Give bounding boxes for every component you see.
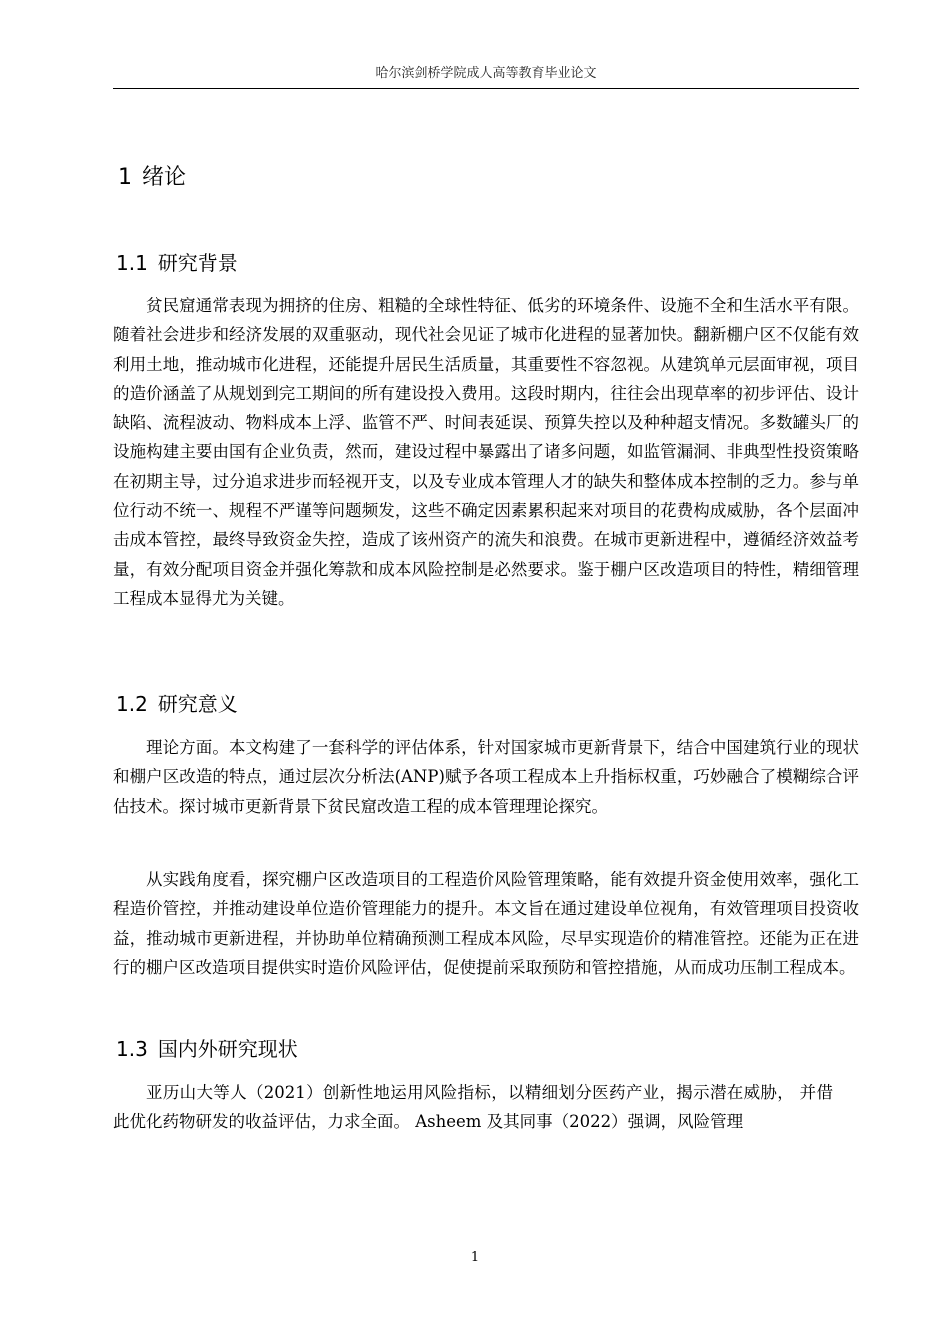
section-number: 1.3 xyxy=(116,1037,148,1061)
section-number: 1.1 xyxy=(116,251,148,275)
paragraph-research-status: 亚历山大等人（2021）创新性地运用风险指标，以精细划分医药产业，揭示潜在威胁， 并借此优化药物研发的收益评估，力求全面。 Asheem 及其同事（2022）强调，风险管理 xyxy=(113,1083,833,1132)
paragraph-practice-significance: 从实践角度看，探究棚户区改造项目的工程造价风险管理策略，能有效提升资金使用效率，强化工程造价管控，并推动建设单位造价管理能力的提升。本文旨在通过建设单位视角，有效管理项目投资收益，推动城市更新进程，并协助单位精确预测工程成本风险，尽早实现造价的精准管控。还能为正在进行的棚户区改造项目提供实时造价风险评估，促使提前采取预防和管控措施，从而成功压制工程成本。 xyxy=(113,870,859,977)
paragraph-research-background: 贫民窟通常表现为拥挤的住房、粗糙的全球性特征、低劣的环境条件、设施不全和生活水平有限。随着社会进步和经济发展的双重驱动，现代社会见证了城市化进程的显著加快。翻新棚户区不仅能有效利用土地，推动城市化进程，还能提升居民生活质量，其重要性不容忽视。从建筑单元层面审视，项目的造价涵盖了从规划到完工期间的所有建设投入费用。这段时期内，往往会出现草率的初步评估、设计缺陷、流程波动、物料成本上浮、监管不严、时间表延误、预算失控以及种种超支情况。多数罐头厂的设施构建主要由国有企业负责，然而，建设过程中暴露出了诸多问题，如监管漏洞、非典型性投资策略在初期主导，过分追求进步而轻视开支，以及专业成本管理人才的缺失和整体成本控制的乏力。参与单位行动不统一、规程不严谨等问题频发，这些不确定因素累积起来对项目的花费构成威胁，各个层面冲击成本管控，最终导致资金失控，造成了该州资产的流失和浪费。在城市更新进程中，遵循经济效益考量，有效分配项目资金并强化筹款和成本风险控制是必然要求。鉴于棚户区改造项目的特性，精细管理工程成本显得尤为关键。 xyxy=(113,296,859,608)
section-heading-1-1 xyxy=(116,248,238,278)
chapter-number: 1 xyxy=(118,165,132,190)
section-title-text: 国内外研究现状 xyxy=(157,1037,298,1061)
section-number: 1.2 xyxy=(116,692,148,716)
section-heading-1-3 xyxy=(116,1034,298,1064)
page-header xyxy=(113,64,859,89)
section-title-text: 研究背景 xyxy=(157,251,238,275)
chapter-title-text: 绪论 xyxy=(142,165,187,190)
header-title: 哈尔滨剑桥学院成人高等教育毕业论文 xyxy=(375,66,597,81)
page-number: 1 xyxy=(470,1250,480,1265)
chapter-title xyxy=(118,163,186,193)
paragraph-theory-significance: 理论方面。本文构建了一套科学的评估体系，针对国家城市更新背景下，结合中国建筑行业的现状和棚户区改造的特点，通过层次分析法(ANP)赋予各项工程成本上升指标权重，巧妙融合了模糊综合评估技术。探讨城市更新背景下贫民窟改造工程的成本管理理论探究。 xyxy=(113,738,859,816)
section-heading-1-2 xyxy=(116,689,238,719)
section-title-text: 研究意义 xyxy=(157,692,238,716)
